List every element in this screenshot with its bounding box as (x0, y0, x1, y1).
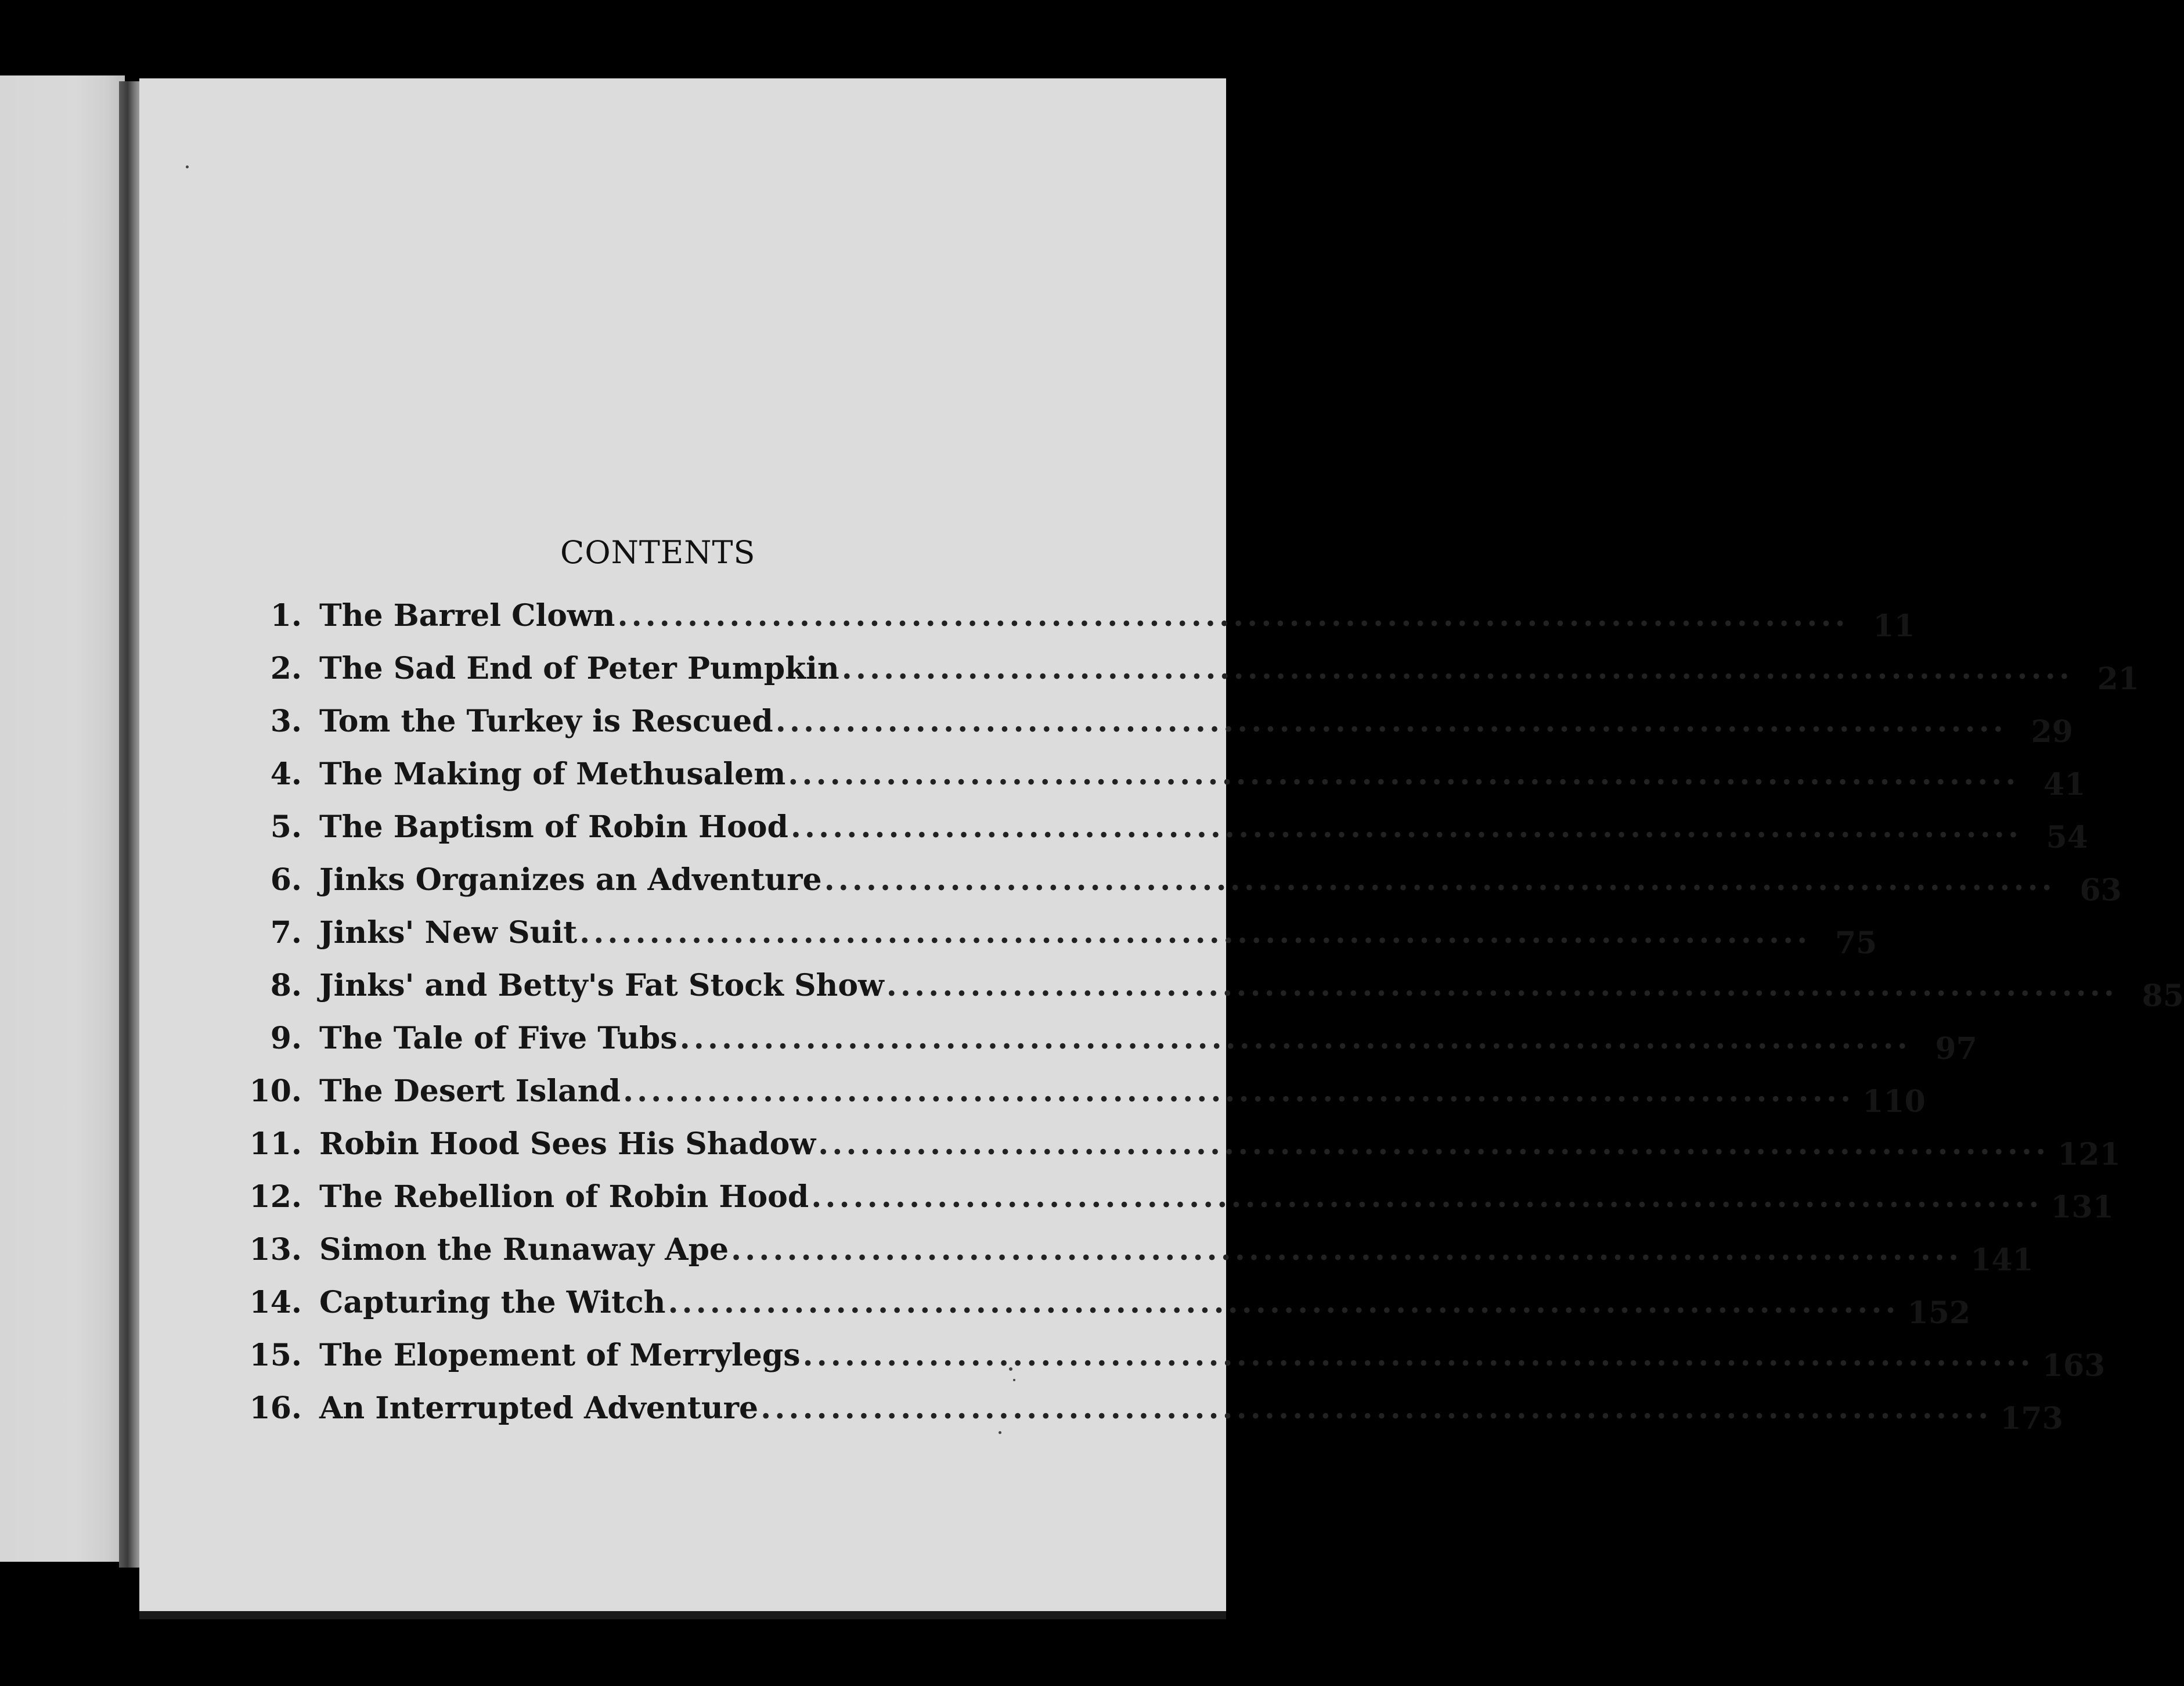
chapter-number: 16. (249, 1390, 302, 1426)
toc-entry (244, 651, 2139, 704)
chapter-number: 6. (270, 862, 302, 898)
dot-leader: ........................................................................................ (617, 598, 1849, 633)
chapter-number: 5. (270, 809, 302, 845)
dot-leader: ........................................................................................ (802, 1338, 2034, 1373)
dot-leader: ........................................................................................ (679, 1021, 1911, 1056)
toc-entry (244, 1073, 1926, 1126)
page-number: 21 (2097, 661, 2139, 697)
page-number: 85 (2142, 978, 2184, 1014)
page-number: 11 (1873, 608, 1915, 644)
toc-entry (244, 1179, 2114, 1232)
dot-leader: ........................................................................................ (579, 915, 1811, 950)
dot-leader: ........................................................................................ (788, 756, 2020, 792)
chapter-title: Jinks' New Suit (319, 915, 578, 950)
contents-heading: CONTENTS (560, 534, 756, 571)
chapter-title: The Sad End of Peter Pumpkin (319, 651, 839, 686)
dot-leader: ........................................................................................ (824, 862, 2056, 898)
toc-entry (244, 915, 1877, 968)
toc-entry (244, 598, 1915, 651)
page-number: 163 (2042, 1348, 2106, 1384)
page-number: 131 (2050, 1190, 2114, 1225)
chapter-title: The Barrel Clown (319, 598, 615, 633)
chapter-number: 8. (270, 968, 302, 1003)
page-number: 41 (2044, 767, 2086, 802)
chapter-number: 2. (270, 651, 302, 686)
chapter-title: An Interrupted Adventure (319, 1390, 759, 1426)
dot-leader: ........................................................................................ (790, 809, 2022, 845)
chapter-number: 14. (249, 1285, 302, 1320)
chapter-title: Jinks' and Betty's Fat Stock Show (319, 968, 884, 1003)
toc-entry (244, 1021, 1977, 1073)
chapter-title: The Desert Island (319, 1073, 621, 1109)
chapter-number: 13. (249, 1232, 302, 1267)
toc-entry (244, 1126, 2121, 1179)
toc-entry (244, 1285, 1971, 1338)
chapter-title: The Elopement of Merrylegs (319, 1338, 801, 1373)
chapter-title: Tom the Turkey is Rescued (319, 704, 773, 739)
chapter-number: 1. (270, 598, 302, 633)
chapter-title: The Rebellion of Robin Hood (319, 1179, 809, 1215)
toc-entry (244, 968, 2184, 1021)
page-number: 63 (2080, 873, 2122, 908)
toc-entry (244, 756, 2086, 809)
toc-entry (244, 1338, 2106, 1390)
scan-speck (186, 165, 189, 168)
toc-entry (244, 704, 2073, 756)
page-number: 141 (1970, 1242, 2034, 1278)
chapter-number: 4. (270, 756, 302, 792)
dot-leader: ........................................................................................ (761, 1390, 1992, 1426)
dot-leader: ........................................................................................ (811, 1179, 2043, 1215)
chapter-title: Robin Hood Sees His Shadow (319, 1126, 816, 1162)
dot-leader: ........................................................................................ (886, 968, 2118, 1003)
page-number: 110 (1862, 1084, 1926, 1119)
dot-leader: ........................................................................................ (775, 704, 2007, 739)
dot-leader: ........................................................................................ (818, 1126, 2050, 1162)
toc-entry (244, 1232, 2034, 1285)
page-number: 97 (1935, 1031, 1977, 1067)
chapter-number: 3. (270, 704, 302, 739)
page-number: 29 (2031, 714, 2073, 750)
chapter-title: Simon the Runaway Ape (319, 1232, 729, 1267)
chapter-number: 11. (249, 1126, 302, 1162)
dot-leader: ........................................................................................ (841, 651, 2073, 686)
chapter-title: Jinks Organizes an Adventure (319, 862, 822, 898)
page-number: 173 (2000, 1401, 2063, 1436)
toc-entry (244, 1390, 2063, 1443)
chapter-number: 12. (249, 1179, 302, 1215)
toc-list (244, 598, 2184, 1443)
chapter-title: The Tale of Five Tubs (319, 1021, 677, 1056)
dot-leader: ........................................................................................ (622, 1073, 1855, 1109)
chapter-number: 9. (270, 1021, 302, 1056)
dot-leader: ........................................................................................ (668, 1285, 1900, 1320)
chapter-number: 7. (270, 915, 302, 950)
page-number: 152 (1907, 1295, 1971, 1331)
page-number: 121 (2057, 1137, 2121, 1172)
page-number: 75 (1835, 925, 1877, 961)
facing-page (0, 75, 125, 1562)
chapter-title: The Baptism of Robin Hood (319, 809, 788, 845)
dot-leader: ........................................................................................ (731, 1232, 1963, 1267)
page-number: 54 (2046, 820, 2088, 855)
chapter-number: 15. (249, 1338, 302, 1373)
chapter-title: Capturing the Witch (319, 1285, 666, 1320)
toc-entry (244, 809, 2088, 862)
chapter-title: The Making of Methusalem (319, 756, 786, 792)
toc-entry (244, 862, 2122, 915)
chapter-number: 10. (249, 1073, 302, 1109)
